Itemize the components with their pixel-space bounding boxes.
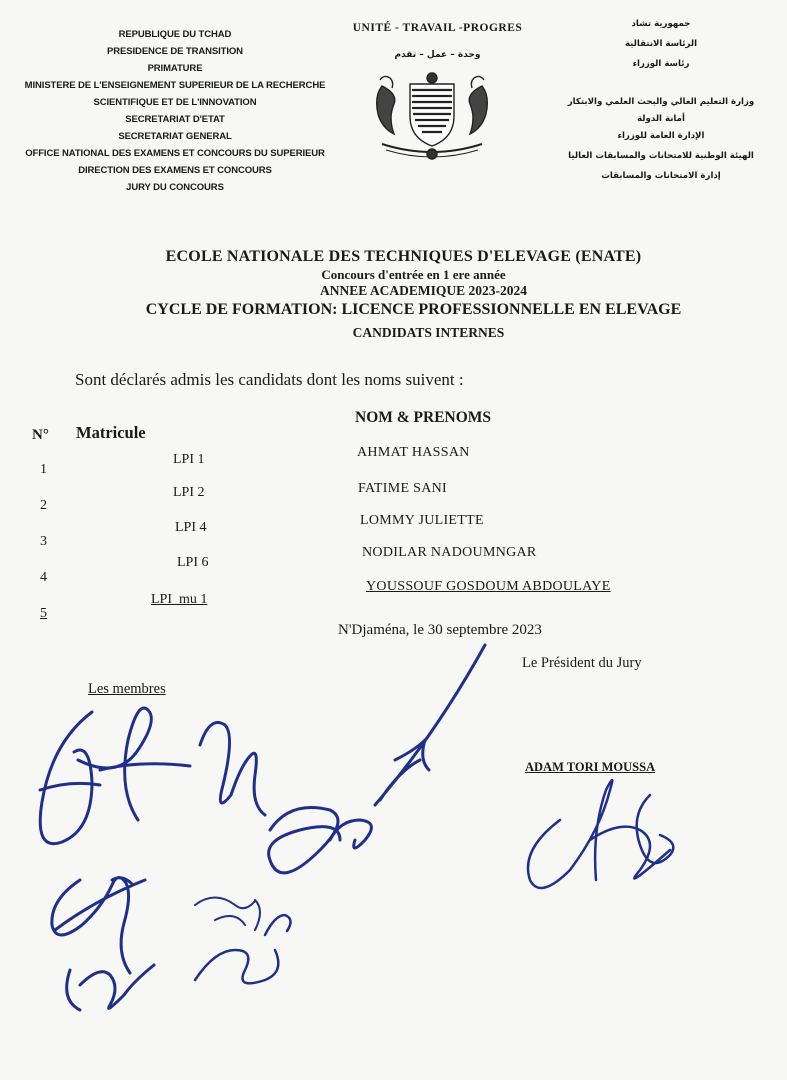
header-right-line: أمانة الدولة — [637, 114, 685, 124]
row-matricule: LPI 4 — [175, 520, 207, 535]
header-right-line: رئاسة الوزراء — [632, 59, 690, 69]
header-left-line: OFFICE NATIONAL DES EXAMENS ET CONCOURS DU SUPERIEUR — [25, 148, 325, 159]
row-name: NODILAR NADOUMNGAR — [362, 545, 537, 560]
member-signature-6 — [195, 898, 260, 931]
header-left-line: PRIMATURE — [147, 63, 203, 74]
row-matricule: LPI 1 — [173, 452, 205, 467]
header-right-line: الرئاسة الانتقالية — [624, 39, 698, 49]
header-left-block — [10, 26, 340, 196]
member-signature-1 — [40, 708, 190, 844]
row-name: FATIME SANI — [358, 481, 447, 496]
header-right-line: الهيئة الوطنية للامتحانات والمسابقات العاليا — [568, 151, 754, 161]
row-number: 2 — [40, 498, 47, 513]
member-signature-4 — [52, 877, 145, 973]
header-left-line: MINISTERE DE L'ENSEIGNEMENT SUPERIEUR DE LA RECHERCHE — [24, 80, 326, 91]
chad-coat-of-arms-icon — [362, 66, 502, 166]
header-left-line: SCIENTIFIQUE ET DE L'INNOVATION — [93, 97, 257, 108]
intro-sentence: Sont déclarés admis les candidats dont les noms suivent : — [75, 370, 464, 389]
document-titles — [0, 248, 787, 341]
academic-year: ANNEE ACADEMIQUE 2023-2024 — [319, 283, 527, 298]
column-header-name: NOM & PRENOMS — [355, 409, 492, 426]
members-label: Les membres — [88, 681, 166, 697]
row-name: YOUSSOUF GOSDOUM ABDOULAYE — [366, 579, 611, 594]
national-motto-arabic: وحدة – عمل – تقدم — [394, 50, 481, 60]
header-left-line: DIRECTION DES EXAMENS ET CONCOURS — [78, 165, 272, 176]
member-signature-2 — [200, 723, 265, 816]
header-left-line: SECRETARIAT D'ETAT — [125, 114, 225, 125]
training-cycle: CYCLE DE FORMATION: LICENCE PROFESSIONNELLE EN ELEVAGE — [145, 301, 682, 318]
row-name: LOMMY JULIETTE — [360, 513, 484, 528]
header-right-line: إدارة الامتحانات والمسابقات — [601, 171, 721, 181]
row-number: 5 — [40, 606, 47, 621]
header-left-line: SECRETARIAT GENERAL — [118, 131, 232, 142]
row-matricule: LPI 2 — [173, 485, 205, 500]
row-number: 4 — [40, 570, 47, 585]
column-header-matricule: Matricule — [76, 423, 146, 442]
president-label: Le Président du Jury — [522, 655, 642, 671]
row-matricule: LPI 6 — [177, 555, 209, 570]
place-and-date: N'Djaména, le 30 septembre 2023 — [338, 622, 542, 638]
member-signature-5 — [67, 965, 154, 1010]
president-signature — [528, 780, 673, 888]
column-header-number: N° — [32, 427, 49, 443]
header-left-line: JURY DU CONCOURS — [126, 182, 224, 193]
row-number: 1 — [40, 462, 47, 477]
concours-title: Concours d'entrée en 1 ere année — [321, 267, 506, 282]
national-motto: UNITÉ - TRAVAIL -PROGRES — [352, 22, 523, 34]
header-right-block — [545, 14, 777, 186]
candidates-type: CANDIDATS INTERNES — [352, 325, 505, 340]
header-right-line: وزارة التعليم العالي والبحث العلمي والابتكار — [567, 97, 755, 107]
header-right-line: الإدارة العامة للوزراء — [617, 131, 705, 141]
row-name: AHMAT HASSAN — [357, 445, 470, 460]
president-name: ADAM TORI MOUSSA — [525, 760, 656, 774]
member-signature-3 — [269, 645, 485, 873]
row-matricule: LPI_mu 1 — [151, 592, 208, 607]
member-signature-7 — [195, 915, 291, 983]
header-right-line: جمهورية تشاد — [631, 19, 691, 29]
school-title: ECOLE NATIONALE DES TECHNIQUES D'ELEVAGE (ENATE) — [165, 248, 642, 265]
row-number: 3 — [40, 534, 47, 549]
header-left-line: PRESIDENCE DE TRANSITION — [107, 46, 243, 57]
header-left-line: REPUBLIQUE DU TCHAD — [118, 29, 232, 40]
